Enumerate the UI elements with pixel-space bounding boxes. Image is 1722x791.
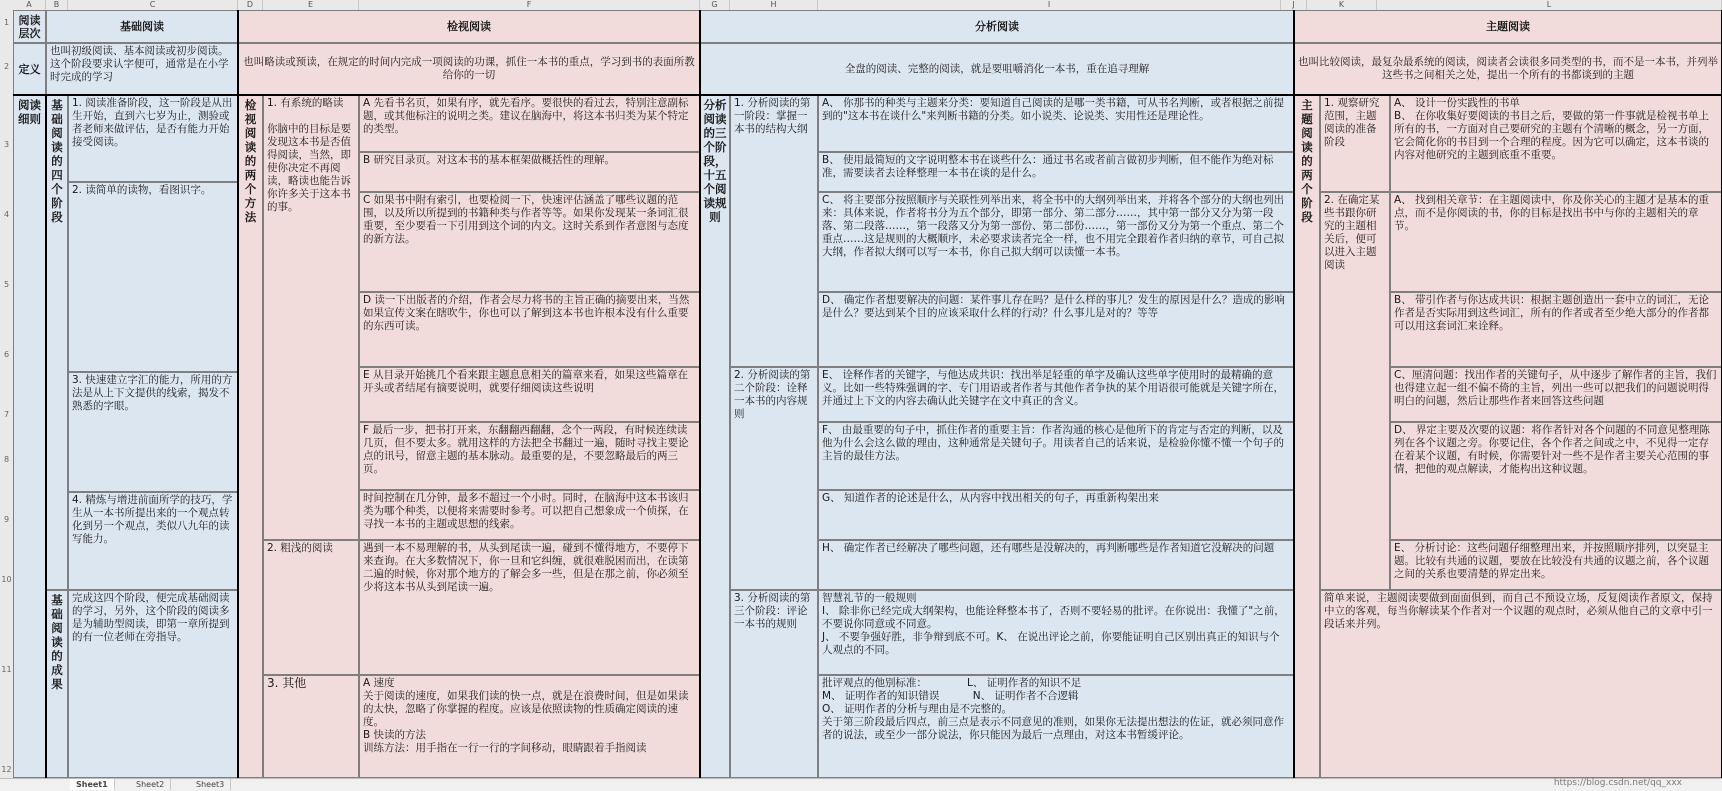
inspect-time-note[interactable]: 时间控制在几分钟，最多不超过一个小时。同时，在脑海中这本书该归类为哪个种类，以便将来需要时参考。可以把自己想象成一个侦探，在寻找一本书的主题或思想的线索。 (359, 490, 700, 540)
column-header-e[interactable]: E (263, 0, 359, 10)
theme-step-a[interactable]: A、 找到相关章节：在主题阅读中，你及你关心的主题才是基本的重点，而不是你阅读的书，你的目标是找出书中与你的主题相关的章节。 (1390, 192, 1722, 292)
column-header-h[interactable]: H (730, 0, 818, 10)
theme-stage-1[interactable]: 1. 观察研究范围，主题阅读的准备阶段 (1320, 95, 1390, 192)
inspect-method-3[interactable]: 3. 其他 (263, 675, 359, 778)
inspect-method-2-text[interactable]: 遇到一本不易理解的书，从头到尾读一遍，碰到不懂得地方，不要停下来查询。在大多数情况下，你一旦和它纠缠，就很难脱困而出，在读第二遍的时候，你对那个地方的了解会多一些，但是在那之前，你必须至少将这本书从头到尾读一遍。 (359, 540, 700, 675)
definition-label[interactable]: 定义 (13, 43, 46, 95)
theme-step-d[interactable]: D、 界定主要及次要的议题：将作者针对各个问题的不同意见整理陈列在各个议题之旁。你要记住，各个作者之间或之中，不见得一定存在着某个议题，有时候，你需要针对一些不是作者主要关心范围的事情，把他的观点解读，才能构出这种议题。 (1390, 422, 1722, 540)
theme-stage-2[interactable]: 2. 在确定某些书跟你研究的主题相关后，便可以进入主题阅读 (1320, 192, 1390, 590)
definition-theme[interactable]: 也叫比较阅读，最复杂最系统的阅读，阅读者会读很多同类型的书，而不是一本书，并列举这些书之间相关之处，提出一个所有的书都谈到的主题 (1294, 43, 1722, 95)
row-header-bar (0, 10, 14, 778)
header-inspect[interactable]: 检视阅读 (238, 10, 700, 43)
analyze-rule-e[interactable]: E、 诠释作者的关键字，与他达成共识：找出举足轻重的单字及确认这些单字使用时的最精确的意义。比如一些特殊强调的字、专门用语或者作者与其他作者争执的某个用语很可能就是关键字所在，并通过上下文的内容去确认此关键字在文中真正的含义。 (818, 367, 1294, 422)
analyze-rule-d[interactable]: D、 确定作者想要解决的问题：某件事儿存在吗？是什么样的事儿？发生的原因是什么？造成的影响是什么？要达到某个目的应该采取什么样的行动？什么事儿是对的？等等 (818, 292, 1294, 367)
definition-basic[interactable]: 也叫初级阅读、基本阅读或初步阅读。这个阶段要求认字便可，通常是在小学时完成的学习 (46, 43, 238, 95)
analyze-rules-lmno[interactable]: 批评观点的他别标准： L、 证明作者的知识不足 M、 证明作者的知识错误 N、 证明作者不合逻辑 O、 证明作者的分析与理由是不完整的。 关于第三阶段最后四点，前三点是表示不同意见的准则，如果你无法提出想法的佐证，就必须同意作者的说法，或至少一部分说法，你只能因为最后一点理由，对这本书暂缓评论。 (818, 675, 1294, 778)
analyze-rule-g[interactable]: G、 知道作者的论述是什么，从内容中找出相关的句子，再重新构架出来 (818, 490, 1294, 540)
column-header-a[interactable]: A (13, 0, 46, 10)
row-header-9[interactable]: 9 (3, 515, 10, 524)
column-header-i[interactable]: I (818, 0, 1281, 10)
basic-stage-3[interactable]: 3. 快速建立字汇的能力，所用的方法是从上下文提供的线索，揭发不熟悉的字眼。 (68, 372, 238, 492)
sheet-tab-bar (0, 778, 1722, 791)
column-header-l[interactable]: L (1377, 0, 1722, 10)
theme-step-e[interactable]: E、 分析讨论：这些问题仔细整理出来，并按照顺序排列，以突显主题。比较有共通的议题，要放在比较没有共通的议题之前，各个议题之间的关系也要清楚的界定出来。 (1390, 540, 1722, 590)
definition-analyze[interactable]: 全盘的阅读、完整的阅读，就是要咀嚼消化一本书，重在追寻理解 (700, 43, 1294, 95)
row-header-6[interactable]: 6 (3, 350, 10, 359)
basic-stage-4[interactable]: 4. 精炼与增进前面所学的技巧，学生从一本书所提出来的一个观点转化到另一个观点，类似八九年的读写能力。 (68, 492, 238, 590)
column-header-f[interactable]: F (359, 0, 700, 10)
definition-inspect[interactable]: 也叫略读或预读，在规定的时间内完成一项阅读的功课，抓住一本书的重点，学习到书的表面所教给你的一切 (238, 43, 700, 95)
column-header-k[interactable]: K (1307, 0, 1377, 10)
row-header-7[interactable]: 7 (3, 410, 10, 419)
inspect-step-e[interactable]: E 从目录开始挑几个看来跟主题息息相关的篇章来看，如果这些篇章在开头或者结尾有摘要说明，就要仔细阅读这些说明 (359, 367, 700, 422)
sheet-tab-1[interactable]: Sheet1 (70, 779, 115, 790)
header-level[interactable]: 阅读层次 (13, 10, 46, 43)
analyze-phase-1[interactable]: 1. 分析阅读的第一阶段：掌握一本书的结构大纲 (730, 95, 818, 367)
thick-border-inspect (699, 10, 701, 778)
theme-summary[interactable]: 简单来说，主题阅读要做到面面俱到，而自己不预设立场，反复阅读作者原文，保持中立的客观，每当你解读某个作者对一个议题的观点时，必须从他自己的文章中引一段话来并列。 (1320, 590, 1722, 778)
row-header-11[interactable]: 11 (1, 665, 12, 674)
thick-border-basic (237, 10, 239, 778)
inspect-step-d[interactable]: D 读一下出版者的介绍，作者会尽力将书的主旨正确的摘要出来，当然如果宣传文案在瞎吹牛，你也可以了解到这本书也许根本没有什么重要的东西可读。 (359, 292, 700, 367)
row-header-2[interactable]: 2 (3, 62, 10, 71)
header-basic[interactable]: 基础阅读 (46, 10, 238, 43)
basic-stage-2[interactable]: 2. 读简单的读物，看图识字。 (68, 182, 238, 372)
row-header-5[interactable]: 5 (3, 280, 10, 289)
basic-result-label[interactable]: 基础阅读的成果 (46, 590, 68, 778)
thick-border-row (13, 94, 1722, 96)
row-header-12[interactable]: 12 (1, 765, 12, 774)
analyze-rule-a[interactable]: A、 你那书的种类与主题来分类：要知道自己阅读的是哪一类书籍，可从书名判断，或者根据之前提到的"这本书在谈什么"来判断书籍的分类。如小说类、论说类、实用性还是理论性。 (818, 95, 1294, 152)
inspect-step-b[interactable]: B 研究目录页。对这本书的基本框架做概括性的理解。 (359, 152, 700, 192)
inspect-method-2[interactable]: 2. 粗浅的阅读 (263, 540, 359, 675)
thick-border-analyze (1293, 10, 1295, 778)
basic-stages-label[interactable]: 基础阅读的四个阶段 (46, 95, 68, 590)
theme-step-c[interactable]: C、厘清问题：找出作者的关键句子，从中逐步了解作者的主旨，我们也得建立起一组不偏不倚的主旨，列出一些可以把我们的问题说明得明白的问题，然后让那些作者来回答这些问题 (1390, 367, 1722, 422)
header-analyze[interactable]: 分析阅读 (700, 10, 1294, 43)
inspect-methods-label[interactable]: 检视阅读的两个方法 (238, 95, 263, 778)
analyze-rule-c[interactable]: C、 将主要部分按照顺序与关联性列举出来，将全书中的大纲列举出来，并将各个部分的大纲也列出来：具体来说，作者将书分为五个部分，即第一部分、第二部分……，其中第一部分又分为第一段落、第二段落……，第一段落又分为第一部份、第二部份……，第一部份又分为第一个重点、第二个重点……这是规则的大概顺序，未必要求读者完全一样，也不用完全跟着作者归纳的章节，可自己拟大纲，作者拟大纲可以写一本书，你自己拟大纲可以读懂一本书。 (818, 192, 1294, 292)
row-header-8[interactable]: 8 (3, 455, 10, 464)
basic-stage-1[interactable]: 1. 阅读准备阶段，这一阶段是从出生开始，直到六七岁为止，测验或者老师来做评估，是否有能力开始接受阅读。 (68, 95, 238, 182)
analyze-rules-ijk[interactable]: 智慧礼节的一般规则 I、 除非你已经完成大纲架构，也能诠释整本书了，否则不要轻易的批评。在你说出：我懂了"之前，不要说你同意或不同意。 J、 不要争强好胜，非争辩到底不可。K、 在说出评论之前，你要能证明自己区别出真正的知识与个人观点的不同。 (818, 590, 1294, 675)
column-header-g[interactable]: G (700, 0, 730, 10)
column-header-d[interactable]: D (238, 0, 263, 10)
theme-stage-1-steps[interactable]: A、 设计一份实践性的书单 B、 在你收集好要阅读的书目之后，要做的第一件事就是检视书单上所有的书，一方面对自己要研究的主题有个清晰的概念，另一方面，它会简化你的书目到一个合理的程度。因为它可以确定，这本书谈的内容对他研究的主题到底重不重要。 (1390, 95, 1722, 192)
watermark: https://blog.csdn.net/qq_xxx (1553, 778, 1682, 788)
header-theme[interactable]: 主题阅读 (1294, 10, 1722, 43)
basic-result[interactable]: 完成这四个阶段，便完成基础阅读的学习，另外，这个阶段的阅读多是为辅助型阅读，即第一章所提到的有一位老师在旁指导。 (68, 590, 238, 778)
sheet-tab-3[interactable]: Sheet3 (190, 779, 231, 790)
analyze-phase-3[interactable]: 3. 分析阅读的第三个阶段：评论一本书的规则 (730, 590, 818, 778)
analyze-rules-label[interactable]: 分析阅读的三个阶段，十五个阅读规则 (700, 95, 730, 778)
inspect-method-1[interactable]: 1. 有系统的略读 你脑中的目标是要发现这本书是否值得阅读，当然，即使你决定不再阅读，略读也能告诉你许多关于这本书的事。 (263, 95, 359, 540)
inspect-step-f[interactable]: F 最后一步，把书打开来，东翻翻西翻翻，念个一两段，有时候连续读几页，但不要太多。就用这样的方法把全书翻过一遍，随时寻找主要论点的讯号，留意主题的基本脉动。最重要的是，不要忽略最后的两三页。 (359, 422, 700, 490)
analyze-rule-f[interactable]: F、 由最重要的句子中，抓住作者的重要主旨：作者沟通的核心是他所下的肯定与否定的判断，以及他为什么会这么做的理由，这种通常是关键句子。用读者自己的话来说，是检验你懂不懂一个句子的主旨的最佳方法。 (818, 422, 1294, 490)
row-header-10[interactable]: 10 (1, 575, 12, 584)
row-header-1[interactable]: 1 (3, 18, 10, 27)
analyze-rule-h[interactable]: H、 确定作者已经解决了哪些问题，还有哪些是没解决的，再判断哪些是作者知道它没解决的问题 (818, 540, 1294, 590)
theme-step-b[interactable]: B、 带引作者与你达成共识：根据主题创造出一套中立的词汇，无论作者是否实际用到这些词汇，所有的作者或者至少绝大部分的作者都可以用这套词汇来诠释。 (1390, 292, 1722, 367)
theme-stages-label[interactable]: 主题阅读的两个阶段 (1294, 95, 1320, 778)
column-header-c[interactable]: C (68, 0, 238, 10)
column-header-b[interactable]: B (46, 0, 68, 10)
inspect-method-3-text[interactable]: A 速度 关于阅读的速度，如果我们读的快一点，就是在浪费时间，但是如果读的太快，忽略了你掌握的程度。应该是依照读物的性质确定阅读的速度。 B 快读的方法 训练方法：用手指在一行一行的字间移动，眼睛跟着手指阅读 (359, 675, 700, 778)
sheet-tab-2[interactable]: Sheet2 (130, 779, 171, 790)
thick-border-a (45, 94, 47, 778)
row-header-3[interactable]: 3 (3, 140, 10, 149)
inspect-step-c[interactable]: C 如果书中附有索引，也要检阅一下，快速评估涵盖了哪些议题的范围，以及所以所提到的书籍种类与作者等等。如果你发现某一条词汇很重要，至少要看一下引用到这个词的内文。这时关系到作者意图与态度的新方法。 (359, 192, 700, 292)
analyze-phase-2[interactable]: 2. 分析阅读的第二个阶段：诠释一本书的内容规则 (730, 367, 818, 590)
row-header-4[interactable]: 4 (3, 210, 10, 219)
analyze-rule-b[interactable]: B、 使用最简短的文字说明整本书在谈些什么：通过书名或者前言做初步判断，但不能作为绝对标准，需要读者去诠释整理一本书在谈的是什么。 (818, 152, 1294, 192)
inspect-step-a[interactable]: A 先看书名页，如果有序，就先看序。要很快的看过去，特别注意副标题，或其他标注的说明之类。建议在脑海中，将这本书归类为某个特定的类型。 (359, 95, 700, 152)
column-header-j[interactable]: J (1281, 0, 1307, 10)
detail-label[interactable]: 阅读细则 (13, 95, 46, 778)
